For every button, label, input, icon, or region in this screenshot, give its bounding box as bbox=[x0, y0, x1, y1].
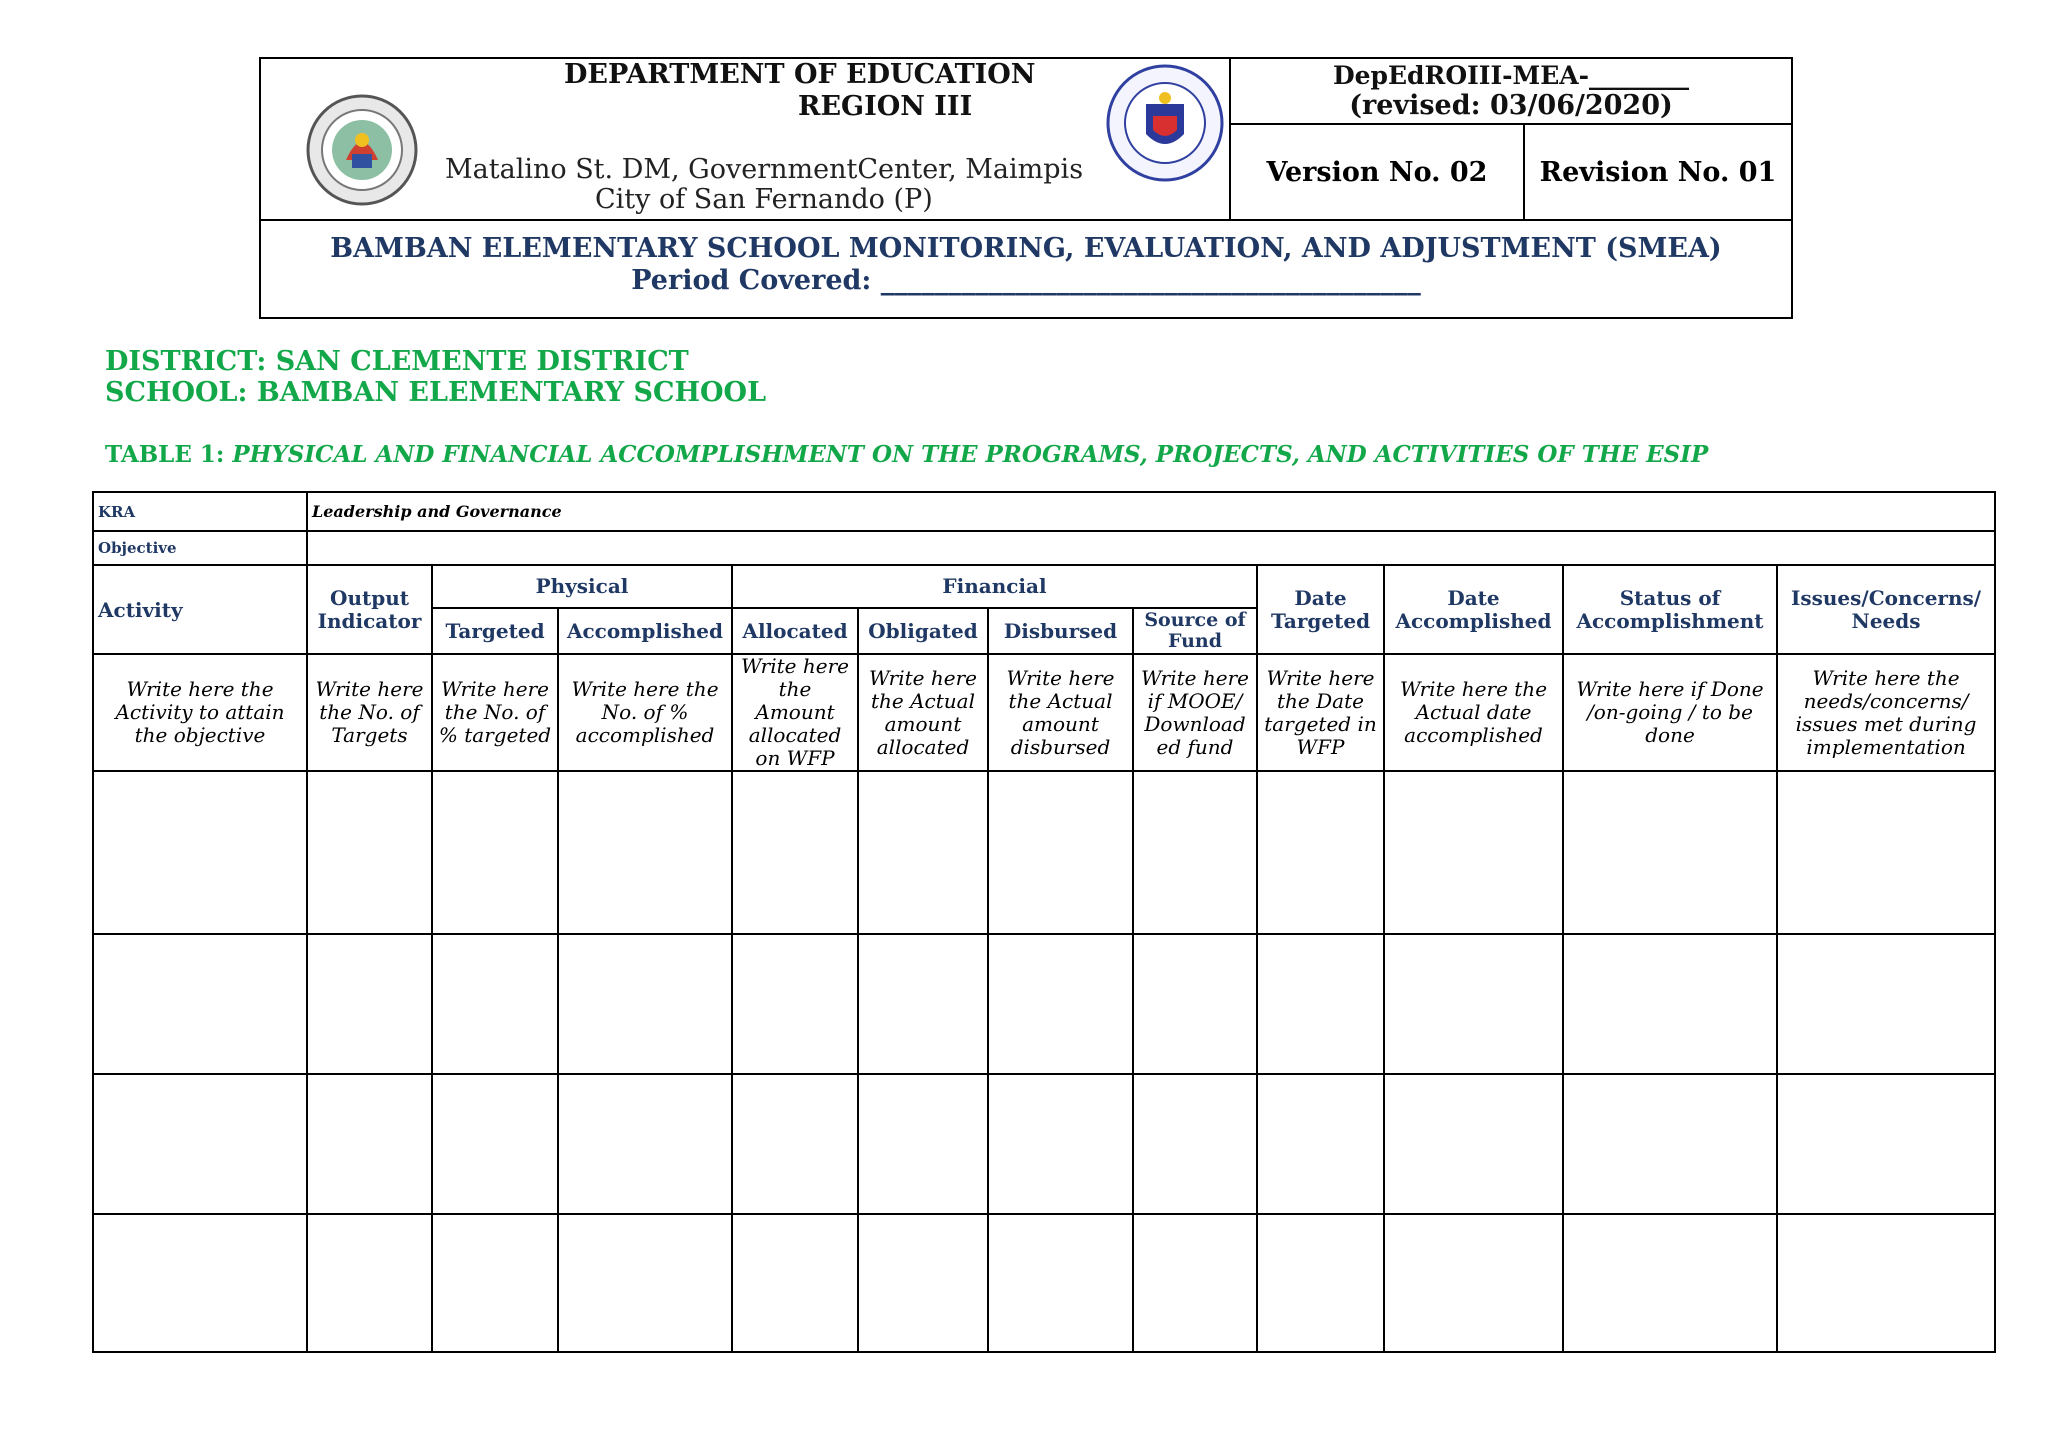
instruction-date-targeted: Write here the Date targeted in WFP bbox=[1257, 654, 1384, 771]
table-cell[interactable] bbox=[732, 1074, 858, 1214]
header-physical: Physical bbox=[432, 565, 732, 608]
header-title-block bbox=[261, 221, 1791, 317]
objective-label: Objective bbox=[93, 531, 307, 565]
table-cell[interactable] bbox=[1133, 1074, 1257, 1214]
table-cell[interactable] bbox=[558, 934, 732, 1074]
table-cell[interactable] bbox=[1133, 1214, 1257, 1352]
table-cell[interactable] bbox=[1133, 771, 1257, 934]
table-cell[interactable] bbox=[1257, 771, 1384, 934]
document-header bbox=[259, 57, 1793, 319]
table-row bbox=[93, 771, 1995, 934]
header-obligated: Obligated bbox=[858, 608, 988, 654]
department-name: DEPARTMENT OF EDUCATION bbox=[564, 59, 1036, 90]
table-cell[interactable] bbox=[988, 771, 1133, 934]
header-status: Status of Accomplishment bbox=[1563, 565, 1777, 654]
table-cell[interactable] bbox=[1384, 934, 1563, 1074]
instruction-date-accomplished: Write here the Actual date accomplished bbox=[1384, 654, 1563, 771]
region-seal-icon bbox=[306, 94, 418, 206]
header-output-indicator: Output Indicator bbox=[307, 565, 432, 654]
doc-code: DepEdROIII-MEA-________ bbox=[1332, 61, 1690, 90]
table-cell[interactable] bbox=[558, 1214, 732, 1352]
table-cell[interactable] bbox=[1777, 771, 1995, 934]
kra-label: KRA bbox=[93, 492, 307, 531]
table-cell[interactable] bbox=[1384, 1074, 1563, 1214]
table-row bbox=[93, 934, 1995, 1074]
table-cell[interactable] bbox=[93, 934, 307, 1074]
address-line-1: Matalino St. DM, GovernmentCenter, Maimpis bbox=[445, 154, 1084, 185]
table-cell[interactable] bbox=[858, 771, 988, 934]
table-cell[interactable] bbox=[988, 1074, 1133, 1214]
table-title: PHYSICAL AND FINANCIAL ACCOMPLISHMENT ON THE PROGRAMS, PROJECTS, AND ACTIVITIES OF THE ESIP bbox=[232, 441, 1709, 468]
table-cell[interactable] bbox=[988, 934, 1133, 1074]
instruction-targeted: Write here the No. of % targeted bbox=[432, 654, 558, 771]
table-cell[interactable] bbox=[1777, 934, 1995, 1074]
instruction-status: Write here if Done /on-going / to be done bbox=[1563, 654, 1777, 771]
table-row bbox=[93, 1074, 1995, 1214]
table-cell[interactable] bbox=[558, 1074, 732, 1214]
header-targeted: Targeted bbox=[432, 608, 558, 654]
instruction-output: Write here the No. of Targets bbox=[307, 654, 432, 771]
objective-value[interactable] bbox=[307, 531, 1995, 565]
instruction-disbursed: Write here the Actual amount disbursed bbox=[988, 654, 1133, 771]
table-cell[interactable] bbox=[307, 1214, 432, 1352]
table-cell[interactable] bbox=[1384, 771, 1563, 934]
doc-code-cell bbox=[1231, 59, 1791, 125]
instruction-allocated: Write here the Amount allocated on WFP bbox=[732, 654, 858, 771]
kra-value[interactable]: Leadership and Governance bbox=[307, 492, 1995, 531]
table-cell[interactable] bbox=[307, 1074, 432, 1214]
header-activity: Activity bbox=[93, 565, 307, 654]
instruction-accomplished: Write here the No. of % accomplished bbox=[558, 654, 732, 771]
table-number: TABLE 1: bbox=[105, 441, 233, 468]
header-accomplished: Accomplished bbox=[558, 608, 732, 654]
table-cell[interactable] bbox=[558, 771, 732, 934]
instruction-source: Write here if MOOE/ Download ed fund bbox=[1133, 654, 1257, 771]
table-cell[interactable] bbox=[1563, 934, 1777, 1074]
deped-seal-icon bbox=[1106, 64, 1224, 182]
table-caption bbox=[105, 441, 1708, 468]
district-label: DISTRICT: SAN CLEMENTE DISTRICT bbox=[105, 346, 689, 377]
header-issues: Issues/Concerns/ Needs bbox=[1777, 565, 1995, 654]
table-cell[interactable] bbox=[1257, 934, 1384, 1074]
header-disbursed: Disbursed bbox=[988, 608, 1133, 654]
version-number: Version No. 02 bbox=[1231, 125, 1525, 219]
table-cell[interactable] bbox=[858, 934, 988, 1074]
table-cell[interactable] bbox=[432, 1074, 558, 1214]
table-cell[interactable] bbox=[1563, 1214, 1777, 1352]
instruction-obligated: Write here the Actual amount allocated bbox=[858, 654, 988, 771]
table-cell[interactable] bbox=[732, 934, 858, 1074]
period-covered: Period Covered: ________________________________________ bbox=[631, 265, 1421, 296]
instruction-issues: Write here the needs/concerns/ issues met during implementation bbox=[1777, 654, 1995, 771]
table-cell[interactable] bbox=[1257, 1214, 1384, 1352]
kra-row bbox=[93, 492, 1995, 531]
revised-date: (revised: 03/06/2020) bbox=[1349, 90, 1673, 121]
table-cell[interactable] bbox=[93, 1074, 307, 1214]
table-cell[interactable] bbox=[307, 934, 432, 1074]
table-cell[interactable] bbox=[1777, 1074, 1995, 1214]
revision-number: Revision No. 01 bbox=[1539, 156, 1777, 188]
table-cell[interactable] bbox=[732, 771, 858, 934]
instruction-activity: Write here the Activity to attain the objective bbox=[93, 654, 307, 771]
header-source-of-fund: Source of Fund bbox=[1133, 608, 1257, 654]
address-line-2: City of San Fernando (P) bbox=[595, 184, 933, 215]
school-label: SCHOOL: BAMBAN ELEMENTARY SCHOOL bbox=[105, 377, 767, 408]
header-top-row bbox=[261, 59, 1791, 221]
header-agency-block bbox=[261, 59, 1231, 219]
accomplishment-table bbox=[92, 491, 1996, 1353]
table-cell[interactable] bbox=[307, 771, 432, 934]
table-cell[interactable] bbox=[432, 771, 558, 934]
table-cell[interactable] bbox=[1384, 1214, 1563, 1352]
table-cell[interactable] bbox=[1563, 771, 1777, 934]
table-cell[interactable] bbox=[732, 1214, 858, 1352]
table-cell[interactable] bbox=[858, 1214, 988, 1352]
table-cell[interactable] bbox=[858, 1074, 988, 1214]
table-cell[interactable] bbox=[93, 771, 307, 934]
table-cell[interactable] bbox=[432, 1214, 558, 1352]
table-cell[interactable] bbox=[1257, 1074, 1384, 1214]
table-cell[interactable] bbox=[1777, 1214, 1995, 1352]
header-date-accomplished: Date Accomplished bbox=[1384, 565, 1563, 654]
header-allocated: Allocated bbox=[732, 608, 858, 654]
table-cell[interactable] bbox=[988, 1214, 1133, 1352]
instruction-row bbox=[93, 654, 1995, 771]
header-doc-control bbox=[1231, 59, 1791, 219]
form-title: BAMBAN ELEMENTARY SCHOOL MONITORING, EVALUATION, AND ADJUSTMENT (SMEA) bbox=[330, 233, 1722, 264]
header-date-targeted: Date Targeted bbox=[1257, 565, 1384, 654]
table-cell[interactable] bbox=[432, 934, 558, 1074]
region-name: REGION III bbox=[798, 91, 973, 122]
header-row-1 bbox=[93, 565, 1995, 608]
table-cell[interactable] bbox=[1563, 1074, 1777, 1214]
table-cell[interactable] bbox=[93, 1214, 307, 1352]
header-financial: Financial bbox=[732, 565, 1257, 608]
objective-row bbox=[93, 531, 1995, 565]
version-row bbox=[1231, 125, 1791, 219]
table-row bbox=[93, 1214, 1995, 1352]
table-cell[interactable] bbox=[1133, 934, 1257, 1074]
